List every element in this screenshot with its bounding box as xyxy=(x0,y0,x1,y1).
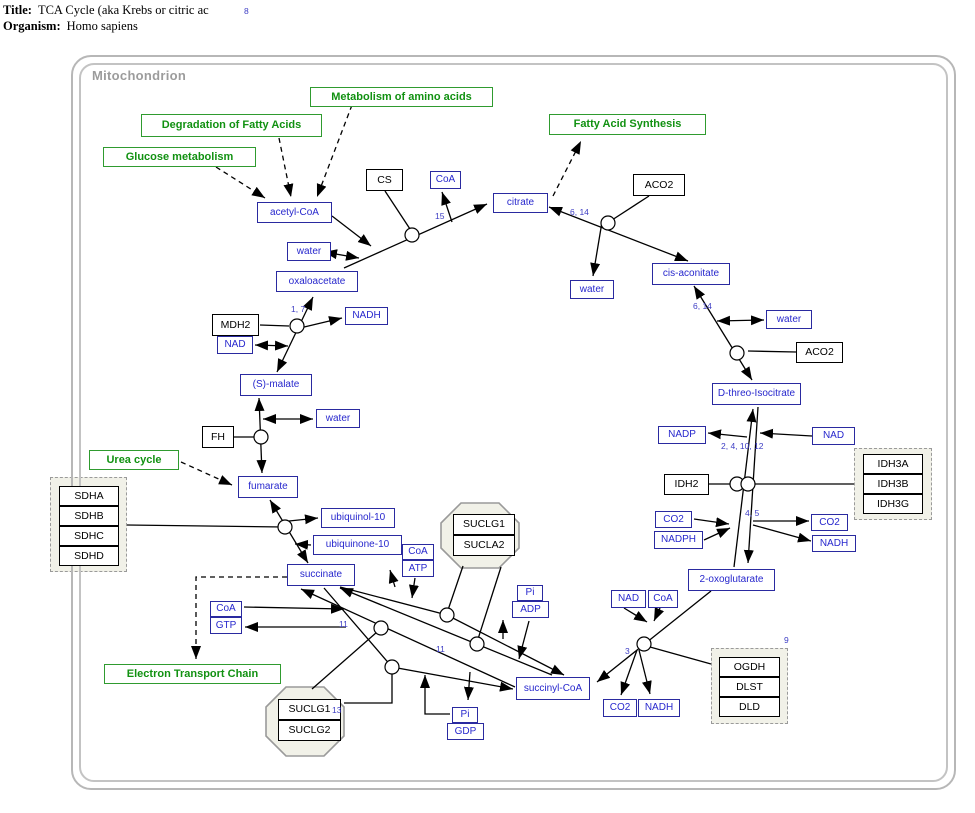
metabolite-ubiquinone-10-29[interactable]: ubiquinone-10 xyxy=(313,535,402,555)
catalysis-anchor-9 xyxy=(385,660,399,674)
reaction-edge-29 xyxy=(301,589,515,687)
pathway-link-urea-cycle[interactable]: Urea cycle xyxy=(89,450,179,470)
metabolite-acetyl-coa-0[interactable]: acetyl-CoA xyxy=(257,202,332,223)
metabolite-s-malate-32[interactable]: (S)-malate xyxy=(240,374,312,396)
metabolite-nad-33[interactable]: NAD xyxy=(217,336,253,354)
metabolite-nadh-34[interactable]: NADH xyxy=(345,307,388,325)
reaction-edge-45 xyxy=(127,525,283,527)
catalysis-anchor-7 xyxy=(470,637,484,651)
reaction-edge-9 xyxy=(717,320,764,321)
pathway-link-edge-56 xyxy=(553,141,581,196)
reaction-edge-31 xyxy=(478,567,501,639)
reaction-ref-3-7: 3 xyxy=(625,646,630,656)
metabolite-nadh-17[interactable]: NADH xyxy=(638,699,680,717)
reaction-edge-35 xyxy=(390,570,395,587)
reaction-edge-21 xyxy=(650,647,711,664)
metabolite-2-oxoglutarate-13[interactable]: 2-oxoglutarate xyxy=(688,569,775,591)
reaction-ref-8-0: 8 xyxy=(244,6,249,16)
diagram-organism xyxy=(3,19,138,34)
reaction-edge-19 xyxy=(753,525,811,541)
reaction-edge-39 xyxy=(468,672,470,700)
metabolite-gtp-27[interactable]: GTP xyxy=(210,617,242,634)
metabolite-succinyl-coa-18[interactable]: succinyl-CoA xyxy=(516,677,590,700)
reaction-ref-6-14-2: 6, 14 xyxy=(570,207,589,217)
reaction-edge-52 xyxy=(260,325,289,326)
reaction-edge-37 xyxy=(519,621,529,659)
pathway-link-degradation-of-fatty-acids[interactable]: Degradation of Fatty Acids xyxy=(141,114,322,137)
catalysis-anchor-12 xyxy=(290,319,304,333)
reaction-ref-11-8: 11 xyxy=(339,619,348,629)
organism-label: Organism: xyxy=(3,19,61,33)
catalysis-anchor-5 xyxy=(637,637,651,651)
reaction-ref-1-7-4: 1, 7 xyxy=(291,304,306,314)
metabolite-coa-26[interactable]: CoA xyxy=(210,601,242,617)
reaction-edge-32 xyxy=(344,673,392,703)
gene-idh3g[interactable]: IDH3G xyxy=(863,494,923,514)
reaction-edge-10 xyxy=(748,351,796,352)
metabolite-citrate-2[interactable]: citrate xyxy=(493,193,548,213)
gene-cs-0[interactable]: CS xyxy=(366,169,403,191)
reaction-edge-6 xyxy=(593,222,602,276)
gene-ogdh[interactable]: OGDH xyxy=(719,657,780,677)
reaction-edge-17 xyxy=(704,528,730,540)
pathway-link-edge-57 xyxy=(181,462,232,485)
gene-fh-5[interactable]: FH xyxy=(202,426,234,448)
reaction-edge-43 xyxy=(289,518,318,521)
catalysis-anchor-1 xyxy=(601,216,615,230)
catalysis-anchor-11 xyxy=(254,430,268,444)
metabolite-gdp-22[interactable]: GDP xyxy=(447,723,484,740)
pathway-link-edge-55 xyxy=(317,105,352,197)
catalysis-anchor-10 xyxy=(278,520,292,534)
reaction-edge-38 xyxy=(425,675,450,714)
reaction-edge-7 xyxy=(612,196,649,220)
reaction-edge-50 xyxy=(255,345,288,346)
reaction-edge-34 xyxy=(412,578,415,598)
reaction-edge-14 xyxy=(760,433,812,436)
catalysis-anchor-8 xyxy=(374,621,388,635)
gene-aco2-2[interactable]: ACO2 xyxy=(796,342,843,363)
title-label: Title: xyxy=(3,3,32,17)
metabolite-cis-aconitate-4[interactable]: cis-aconitate xyxy=(652,263,730,285)
gene-sdha[interactable]: SDHA xyxy=(59,486,119,506)
reaction-edge-28 xyxy=(324,588,513,689)
reaction-edge-13 xyxy=(708,433,747,437)
gene-sdhc[interactable]: SDHC xyxy=(59,526,119,546)
reaction-ref-9-10: 9 xyxy=(784,635,789,645)
catalysis-anchor-4 xyxy=(741,477,755,491)
metabolite-water-3[interactable]: water xyxy=(570,280,614,299)
metabolite-pi-21[interactable]: Pi xyxy=(452,707,478,723)
reaction-edge-33 xyxy=(312,632,377,689)
gene-sdhb[interactable]: SDHB xyxy=(59,506,119,526)
catalysis-anchor-0 xyxy=(405,228,419,242)
reaction-edge-16 xyxy=(694,519,729,524)
pathway-link-metabolism-of-amino-acids[interactable]: Metabolism of amino acids xyxy=(310,87,493,107)
metabolite-pi-19[interactable]: Pi xyxy=(517,585,543,601)
reaction-edge-22 xyxy=(624,608,647,622)
metabolite-co2-11[interactable]: CO2 xyxy=(811,514,848,531)
metabolite-nadph-10[interactable]: NADPH xyxy=(654,531,703,549)
gene-suclg1-cx1[interactable]: SUCLG1 xyxy=(278,699,341,720)
metabolite-oxaloacetate-36[interactable]: oxaloacetate xyxy=(276,271,358,292)
reaction-edge-2 xyxy=(385,191,410,229)
pathway-link-edge-53 xyxy=(216,167,265,198)
pathway-link-electron-transport-chain[interactable]: Electron Transport Chain xyxy=(104,664,281,684)
gene-sdhd[interactable]: SDHD xyxy=(59,546,119,566)
catalysis-anchor-6 xyxy=(440,608,454,622)
reaction-ref-2-4-10-12-5: 2, 4, 10, 12 xyxy=(721,441,764,451)
gene-dld[interactable]: DLD xyxy=(719,697,780,717)
pathway-link-fatty-acid-synthesis[interactable]: Fatty Acid Synthesis xyxy=(549,114,706,135)
pathway-link-glucose-metabolism[interactable]: Glucose metabolism xyxy=(103,147,256,167)
reaction-edge-23 xyxy=(654,608,660,621)
reaction-ref-6-14-3: 6, 14 xyxy=(693,301,712,311)
metabolite-adp-20[interactable]: ADP xyxy=(512,601,549,618)
gene-suclg1-cx0[interactable]: SUCLG1 xyxy=(453,514,515,535)
metabolite-nadp-7[interactable]: NADP xyxy=(658,426,706,444)
metabolite-ubiquinol-10-28[interactable]: ubiquinol-10 xyxy=(321,508,395,528)
title-value: TCA Cycle (aka Krebs or citric ac xyxy=(37,3,209,17)
gene-suclg2-cx1[interactable]: SUCLG2 xyxy=(278,720,341,741)
metabolite-nadh-12[interactable]: NADH xyxy=(812,535,856,552)
reaction-edge-0 xyxy=(332,216,371,246)
metabolite-water-5[interactable]: water xyxy=(766,310,812,329)
metabolite-coa-15[interactable]: CoA xyxy=(648,590,678,608)
reaction-ref-15-1: 15 xyxy=(435,211,445,221)
metabolite-d-threo-isocitrate-6[interactable]: D-threo-Isocitrate xyxy=(712,383,801,405)
organism-value: Homo sapiens xyxy=(66,19,138,33)
metabolite-nad-8[interactable]: NAD xyxy=(812,427,855,445)
gene-mdh2-4[interactable]: MDH2 xyxy=(212,314,259,336)
metabolite-atp-24[interactable]: ATP xyxy=(402,560,434,577)
reaction-edge-30 xyxy=(448,566,463,610)
compartment-label: Mitochondrion xyxy=(92,68,187,83)
reaction-edge-40 xyxy=(244,607,344,609)
gene-aco2-1[interactable]: ACO2 xyxy=(633,174,685,196)
metabolite-fumarate-30[interactable]: fumarate xyxy=(238,476,298,498)
metabolite-co2-9[interactable]: CO2 xyxy=(655,511,692,528)
gene-sucla2-cx0[interactable]: SUCLA2 xyxy=(453,535,515,556)
metabolite-co2-16[interactable]: CO2 xyxy=(603,699,637,717)
gene-idh2-3[interactable]: IDH2 xyxy=(664,474,709,495)
metabolite-water-35[interactable]: water xyxy=(287,242,331,261)
reaction-ref-11-9: 11 xyxy=(436,644,445,654)
gene-dlst[interactable]: DLST xyxy=(719,677,780,697)
reaction-edge-25 xyxy=(639,650,650,694)
metabolite-coa-1[interactable]: CoA xyxy=(430,171,461,189)
gene-idh3b[interactable]: IDH3B xyxy=(863,474,923,494)
reaction-ref-4-5-6: 4, 5 xyxy=(745,508,760,518)
gene-idh3a[interactable]: IDH3A xyxy=(863,454,923,474)
catalysis-anchor-2 xyxy=(730,346,744,360)
reaction-ref-13-11: 13 xyxy=(332,705,342,715)
diagram-title xyxy=(3,3,209,18)
metabolite-succinate-25[interactable]: succinate xyxy=(287,564,355,586)
metabolite-nad-14[interactable]: NAD xyxy=(611,590,646,608)
metabolite-coa-23[interactable]: CoA xyxy=(402,544,434,560)
pathway-link-edge-54 xyxy=(279,138,291,197)
metabolite-water-31[interactable]: water xyxy=(316,409,360,428)
reaction-edge-51 xyxy=(300,318,342,328)
